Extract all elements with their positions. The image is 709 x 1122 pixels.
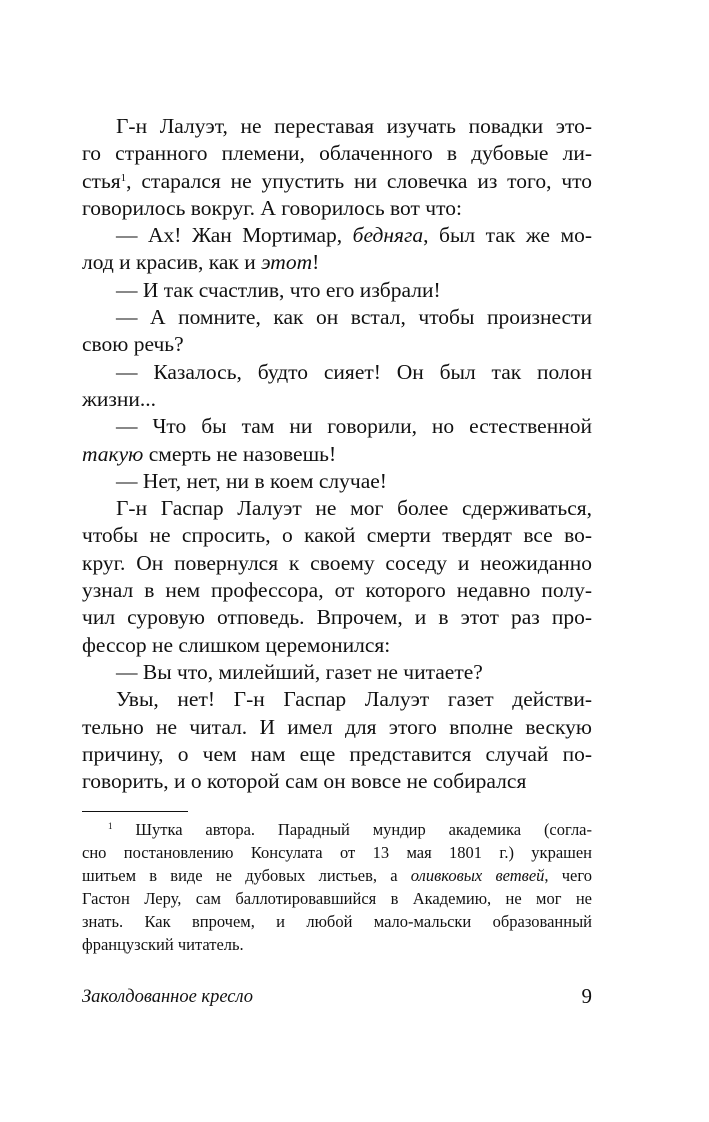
- paragraph: [82, 113, 592, 222]
- text-segment: свою речь?: [82, 332, 184, 357]
- text-segment: шитьем в виде не дубовых листьев, а: [82, 866, 411, 885]
- text-segment: чил суровую отповедь. Впрочем, и в этот раз про-: [82, 605, 592, 630]
- text-segment: жизни...: [82, 386, 156, 411]
- text-segment: узнал в нем профессора, от которого недавно полу-: [82, 578, 592, 603]
- text-line: [82, 604, 592, 631]
- text-line: [82, 168, 592, 195]
- text-line: [82, 887, 592, 910]
- paragraph: [82, 686, 592, 795]
- paragraph: [82, 277, 592, 304]
- text-segment: Г-н Лалуэт, не переставая изучать повадки это-: [116, 114, 592, 138]
- italic-text: бедняга: [352, 223, 424, 248]
- text-segment: — Ах! Жан Мортимар,: [116, 223, 353, 248]
- text-segment: стья: [82, 168, 121, 193]
- text-line: [82, 468, 592, 495]
- footnote-separator: [82, 811, 188, 812]
- paragraph: [82, 413, 592, 468]
- text-segment: говорить, и о которой сам он вовсе не собирался: [82, 769, 527, 794]
- text-segment: Шутка автора. Парадный мундир академика (согла-: [112, 820, 592, 839]
- text-segment: , чего: [544, 866, 592, 885]
- paragraph: [82, 359, 592, 414]
- text-line: [82, 864, 592, 887]
- italic-text: оливковых ветвей: [410, 866, 545, 885]
- text-segment: Гастон Леру, сам баллотировавшийся в Академию, не мог не: [82, 889, 592, 908]
- text-segment: , был так же мо-: [423, 223, 592, 248]
- text-segment: — Вы что, милейший, газет не читаете?: [116, 659, 483, 684]
- text-segment: сно постановлению Консулата от 13 мая 1801 г.) украшен: [82, 843, 592, 862]
- footnote-marker: 1: [120, 171, 127, 184]
- text-segment: говорилось вокруг. А говорилось вот что:: [82, 195, 462, 220]
- text-line: [82, 386, 592, 413]
- text-segment: — А помните, как он встал, чтобы произнести: [116, 305, 592, 330]
- text-line: [82, 522, 592, 549]
- text-line: [82, 495, 592, 522]
- main-text: [82, 113, 592, 795]
- text-segment: круг. Он повернулся к своему соседу и неожиданно: [82, 550, 592, 575]
- text-line: [82, 413, 592, 440]
- text-segment: , старался не упустить ни словечка из того, что: [126, 168, 592, 193]
- running-title: Заколдованное кресло: [82, 987, 254, 1007]
- text-segment: — И так счастлив, что его избрали!: [116, 277, 441, 302]
- text-segment: французский читатель.: [82, 935, 244, 954]
- text-segment: го странного племени, облаченного в дубовые ли-: [82, 141, 592, 166]
- text-line: [82, 741, 592, 768]
- text-line: [82, 331, 592, 358]
- text-line: [82, 577, 592, 604]
- text-line: [82, 113, 592, 140]
- text-segment: лод и красив, как и: [82, 250, 262, 275]
- footnote-marker: 1: [108, 821, 113, 831]
- text-line: [82, 277, 592, 304]
- italic-text: такую: [82, 441, 144, 466]
- paragraph: [82, 222, 592, 277]
- paragraph: [82, 304, 592, 359]
- text-segment: !: [312, 250, 320, 275]
- text-segment: смерть не назовешь!: [143, 441, 337, 466]
- text-line: [82, 140, 592, 167]
- text-line: [82, 359, 592, 386]
- text-line: [82, 550, 592, 577]
- text-line: [82, 195, 592, 222]
- footnote: [82, 818, 592, 956]
- text-segment: — Казалось, будто сияет! Он был так полон: [116, 359, 592, 384]
- text-segment: чтобы не спросить, о какой смерти твердят все во-: [82, 523, 592, 548]
- text-segment: Г-н Гаспар Лалуэт не мог более сдерживаться,: [116, 496, 592, 521]
- text-segment: причину, о чем нам еще представится случай по-: [82, 741, 592, 766]
- text-segment: знать. Как впрочем, и любой мало-мальски образованный: [82, 912, 592, 931]
- text-line: [82, 818, 592, 841]
- text-line: [82, 933, 592, 956]
- text-line: [82, 768, 592, 795]
- text-line: [82, 249, 592, 276]
- text-segment: — Что бы там ни говорили, но естественной: [116, 414, 592, 439]
- text-line: [82, 304, 592, 331]
- text-segment: — Нет, нет, ни в коем случае!: [116, 468, 387, 493]
- text-segment: фессор не слишком церемонился:: [82, 632, 391, 657]
- text-line: [82, 714, 592, 741]
- text-line: [82, 632, 592, 659]
- text-line: [82, 222, 592, 249]
- paragraph: [82, 659, 592, 686]
- text-segment: тельно не читал. И имел для этого вполне вескую: [82, 714, 592, 739]
- text-line: [82, 686, 592, 713]
- text-segment: Увы, нет! Г-н Гаспар Лалуэт газет действи-: [116, 687, 592, 712]
- text-line: [82, 841, 592, 864]
- page-number: 9: [581, 984, 592, 1008]
- italic-text: этот: [261, 250, 313, 275]
- paragraph: [82, 495, 592, 659]
- text-line: [82, 659, 592, 686]
- text-line: [82, 441, 592, 468]
- text-line: [82, 910, 592, 933]
- paragraph: [82, 468, 592, 495]
